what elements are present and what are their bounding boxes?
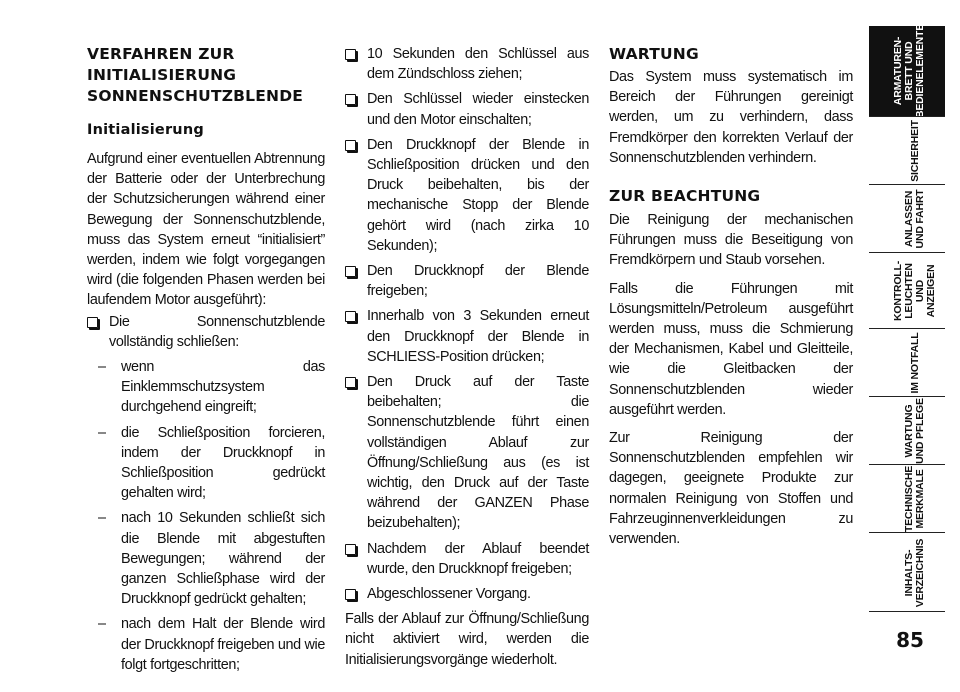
column-wartung: [609, 44, 853, 549]
subsection-title: Initialisierung: [87, 122, 204, 138]
list-item: Den Druckknopf der Blende in Schließposition drücken und den Druck beibehalten, bis der mechanische Stopp der Blende gehört wird (nach zirka 10 Sekunden);: [345, 135, 589, 256]
list-item: 10 Sekunden den Schlüssel aus dem Zündschloss ziehen;: [345, 44, 589, 84]
column-steps: [345, 44, 589, 670]
beachtung-paragraph: Die Reinigung der mechanischen Führungen muss die Beseitigung von Fremdkörpern und Staub vorsehen.: [609, 212, 853, 269]
tab-inhaltsverzeichnis[interactable]: INHALTS- VERZEICHNIS: [869, 532, 945, 612]
beachtung-paragraph: Zur Reinigung der Sonnenschutzblenden empfehlen wir dagegen, geeignete Produkte zur normalen Reinigung von Stoffen und Fahrzeuginnenverkleidungen zu verwenden.: [609, 430, 853, 548]
checkbox-bullet-icon: [345, 311, 356, 322]
step-list: [87, 312, 325, 352]
beachtung-title: ZUR BEACHTUNG: [609, 187, 761, 206]
closing-paragraph: Falls der Ablauf zur Öffnung/Schließung nicht aktiviert wird, werden die Initialisierungsvorgänge wiederholt.: [345, 611, 589, 668]
list-item: Den Druckknopf der Blende freigeben;: [345, 261, 589, 301]
tab-sicherheit[interactable]: SICHERHEIT: [869, 116, 945, 184]
dash-bullet: –: [98, 616, 106, 633]
list-item: – wenn das Einklemmschutzsystem durchgehend eingreift;: [98, 359, 325, 416]
checkbox-bullet-icon: [345, 266, 356, 277]
list-item: Den Druck auf der Taste beibehalten; die Sonnenschutzblende führt einen vollständigen Ablauf zur Öffnung/Schließung aus (es ist wichtig, den Druck auf der Taste während der GANZEN Phase beizubehalten);: [345, 372, 589, 534]
dash-bullet: –: [98, 510, 106, 527]
list-item: – nach dem Halt der Blende wird der Druckknopf freigeben und wie folgt fortgeschritten;: [98, 616, 325, 673]
list-item: – nach 10 Sekunden schließt sich die Blende mit abgestuften Bewegungen; während der ganzen Schließphase wird der Druckknopf gedrückt gehalten;: [98, 510, 325, 608]
wartung-title: WARTUNG: [609, 45, 699, 63]
checkbox-bullet-icon: [345, 49, 356, 60]
list-item: Innerhalb von 3 Sekunden erneut den Druckknopf der Blende in SCHLIESS-Position drücken;: [345, 306, 589, 367]
step-text: Die Sonnenschutzblende vollständig schließen:: [109, 313, 325, 350]
list-item: Nachdem der Ablauf beendet wurde, den Druckknopf freigeben;: [345, 539, 589, 579]
tab-wartung-und-pflege[interactable]: WARTUNG UND PFLEGE: [869, 396, 945, 464]
chapter-tabs: [869, 0, 960, 692]
tab-im-notfall[interactable]: IM NOTFALL: [869, 328, 945, 396]
checkbox-bullet-icon: [345, 377, 356, 388]
tab-kontrollleuchten[interactable]: KONTROLL- LEUCHTEN UND ANZEIGEN: [869, 252, 945, 328]
checkbox-bullet-icon: [345, 140, 356, 151]
list-item: Den Schlüssel wieder einstecken und den Motor einschalten;: [345, 89, 589, 129]
wartung-paragraph: Das System muss systematisch im Bereich der Führungen gereinigt werden, um zu verhindern, dass Fremdkörper den korrekten Verlauf der Sonnenschutzblenden verhindern.: [609, 69, 853, 166]
list-item: [87, 312, 325, 352]
checkbox-bullet-icon: [87, 317, 98, 328]
checkbox-bullet-icon: [345, 589, 356, 600]
dash-bullet: –: [98, 359, 106, 376]
page-number: 85: [896, 628, 924, 652]
checkbox-bullet-icon: [345, 544, 356, 555]
list-item: – die Schließposition forcieren, indem der Druckknopf in Schließposition gedrückt gehalten wird;: [98, 424, 325, 502]
intro-paragraph: Aufgrund einer eventuellen Abtrennung der Batterie oder der Unterbrechung der Schutzsicherungen während einer Bewegung der Sonnenschutzblende, muss das System erneut “initialisiert” werden, indem wie folgt vorgegangen wird (die folgenden Phasen werden bei laufendem Motor ausgeführt):: [87, 151, 325, 309]
tab-technische-merkmale[interactable]: TECHNISCHE MERKMALE: [869, 464, 945, 532]
checkbox-bullet-icon: [345, 94, 356, 105]
dash-bullet: –: [98, 424, 106, 441]
step-list: [345, 44, 589, 604]
tab-armaturenbrett[interactable]: ARMATUREN- BRETT UND BEDIENELEMENTE: [869, 26, 945, 116]
section-title: VERFAHREN ZUR INITIALISIERUNG SONNENSCHUTZBLENDE: [87, 45, 304, 105]
substep-list: [87, 357, 325, 675]
column-initialisierung: [87, 44, 325, 680]
tab-anlassen-und-fahrt[interactable]: ANLASSEN UND FAHRT: [869, 184, 945, 252]
list-item: Abgeschlossener Vorgang.: [345, 584, 589, 604]
beachtung-paragraph: Falls die Führungen mit Lösungsmitteln/Petroleum ausgeführt werden muss, muss die Schmierung der Mechanismen, Kabel und Gleitteile, wie die Gleitbacken der Sonnenschutzblenden wieder ausgeführt werden.: [609, 280, 853, 418]
